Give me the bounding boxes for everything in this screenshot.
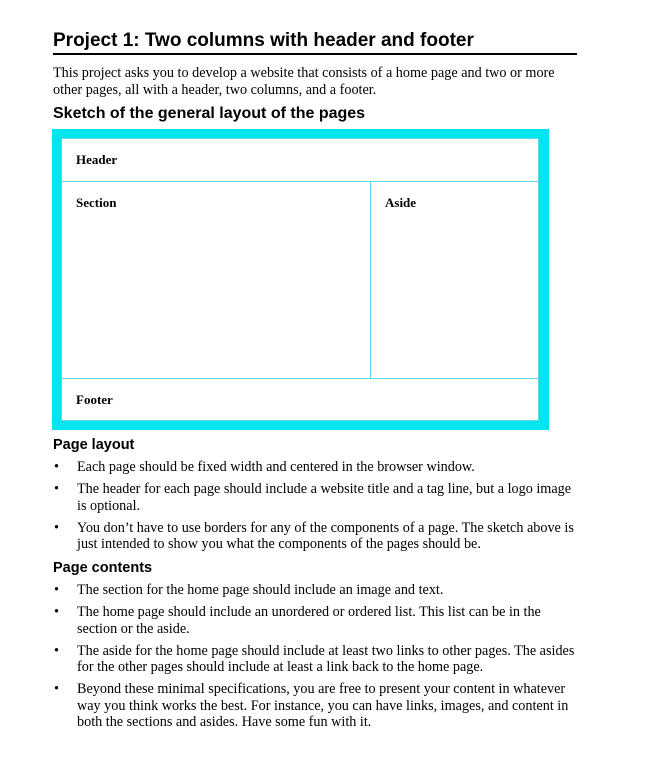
sketch-footer-box — [61, 378, 539, 421]
page-contents-heading: Page contents — [53, 560, 153, 576]
page-layout-list — [53, 459, 583, 558]
list-item: • The aside for the home page should include at least two links to other pages. The asides for the other pages should include at least a link back to the home page. — [54, 642, 575, 675]
sketch-footer-label: Footer — [76, 392, 113, 407]
sketch-header-label: Header — [76, 152, 118, 167]
layout-sketch-canvas — [61, 138, 539, 421]
bullet-icon: • — [54, 582, 59, 598]
list-item: • The section for the home page should include an image and text. — [54, 582, 444, 598]
list-item: • Each page should be fixed width and centered in the browser window. — [54, 459, 475, 475]
list-item: • Beyond these minimal specifications, you are free to present your content in whatever way you think works the best. For instance, you can have links, images, and content in both the sections and asides. Have some fun with it. — [54, 681, 569, 730]
list-item: • You don’t have to use borders for any of the components of a page. The sketch above is just intended to show you what the components of the pages should be. — [54, 519, 574, 552]
bullet-icon: • — [54, 459, 59, 475]
intro-paragraph: This project asks you to develop a website that consists of a home page and two or more other pages, all with a header, two columns, and a footer. — [53, 65, 555, 98]
layout-sketch — [52, 129, 549, 430]
sketch-header-box — [61, 138, 539, 182]
sketch-heading: Sketch of the general layout of the pages — [53, 105, 366, 122]
bullet-icon: • — [54, 604, 59, 620]
page-layout-heading: Page layout — [53, 437, 135, 453]
sketch-section-box — [61, 181, 371, 379]
sketch-aside-label: Aside — [385, 195, 417, 210]
sketch-section-label: Section — [76, 195, 117, 210]
document-title: Project 1: Two columns with header and footer — [53, 30, 577, 55]
bullet-icon: • — [54, 519, 59, 536]
page-contents-list — [53, 582, 583, 736]
sketch-aside-box — [370, 181, 539, 379]
list-item: • The home page should include an unordered or ordered list. This list can be in the section or the aside. — [54, 604, 541, 637]
bullet-icon: • — [54, 642, 59, 659]
list-item: • The header for each page should include a website title and a tag line, but a logo image is optional. — [54, 481, 572, 514]
bullet-icon: • — [54, 481, 59, 497]
bullet-icon: • — [54, 681, 59, 697]
